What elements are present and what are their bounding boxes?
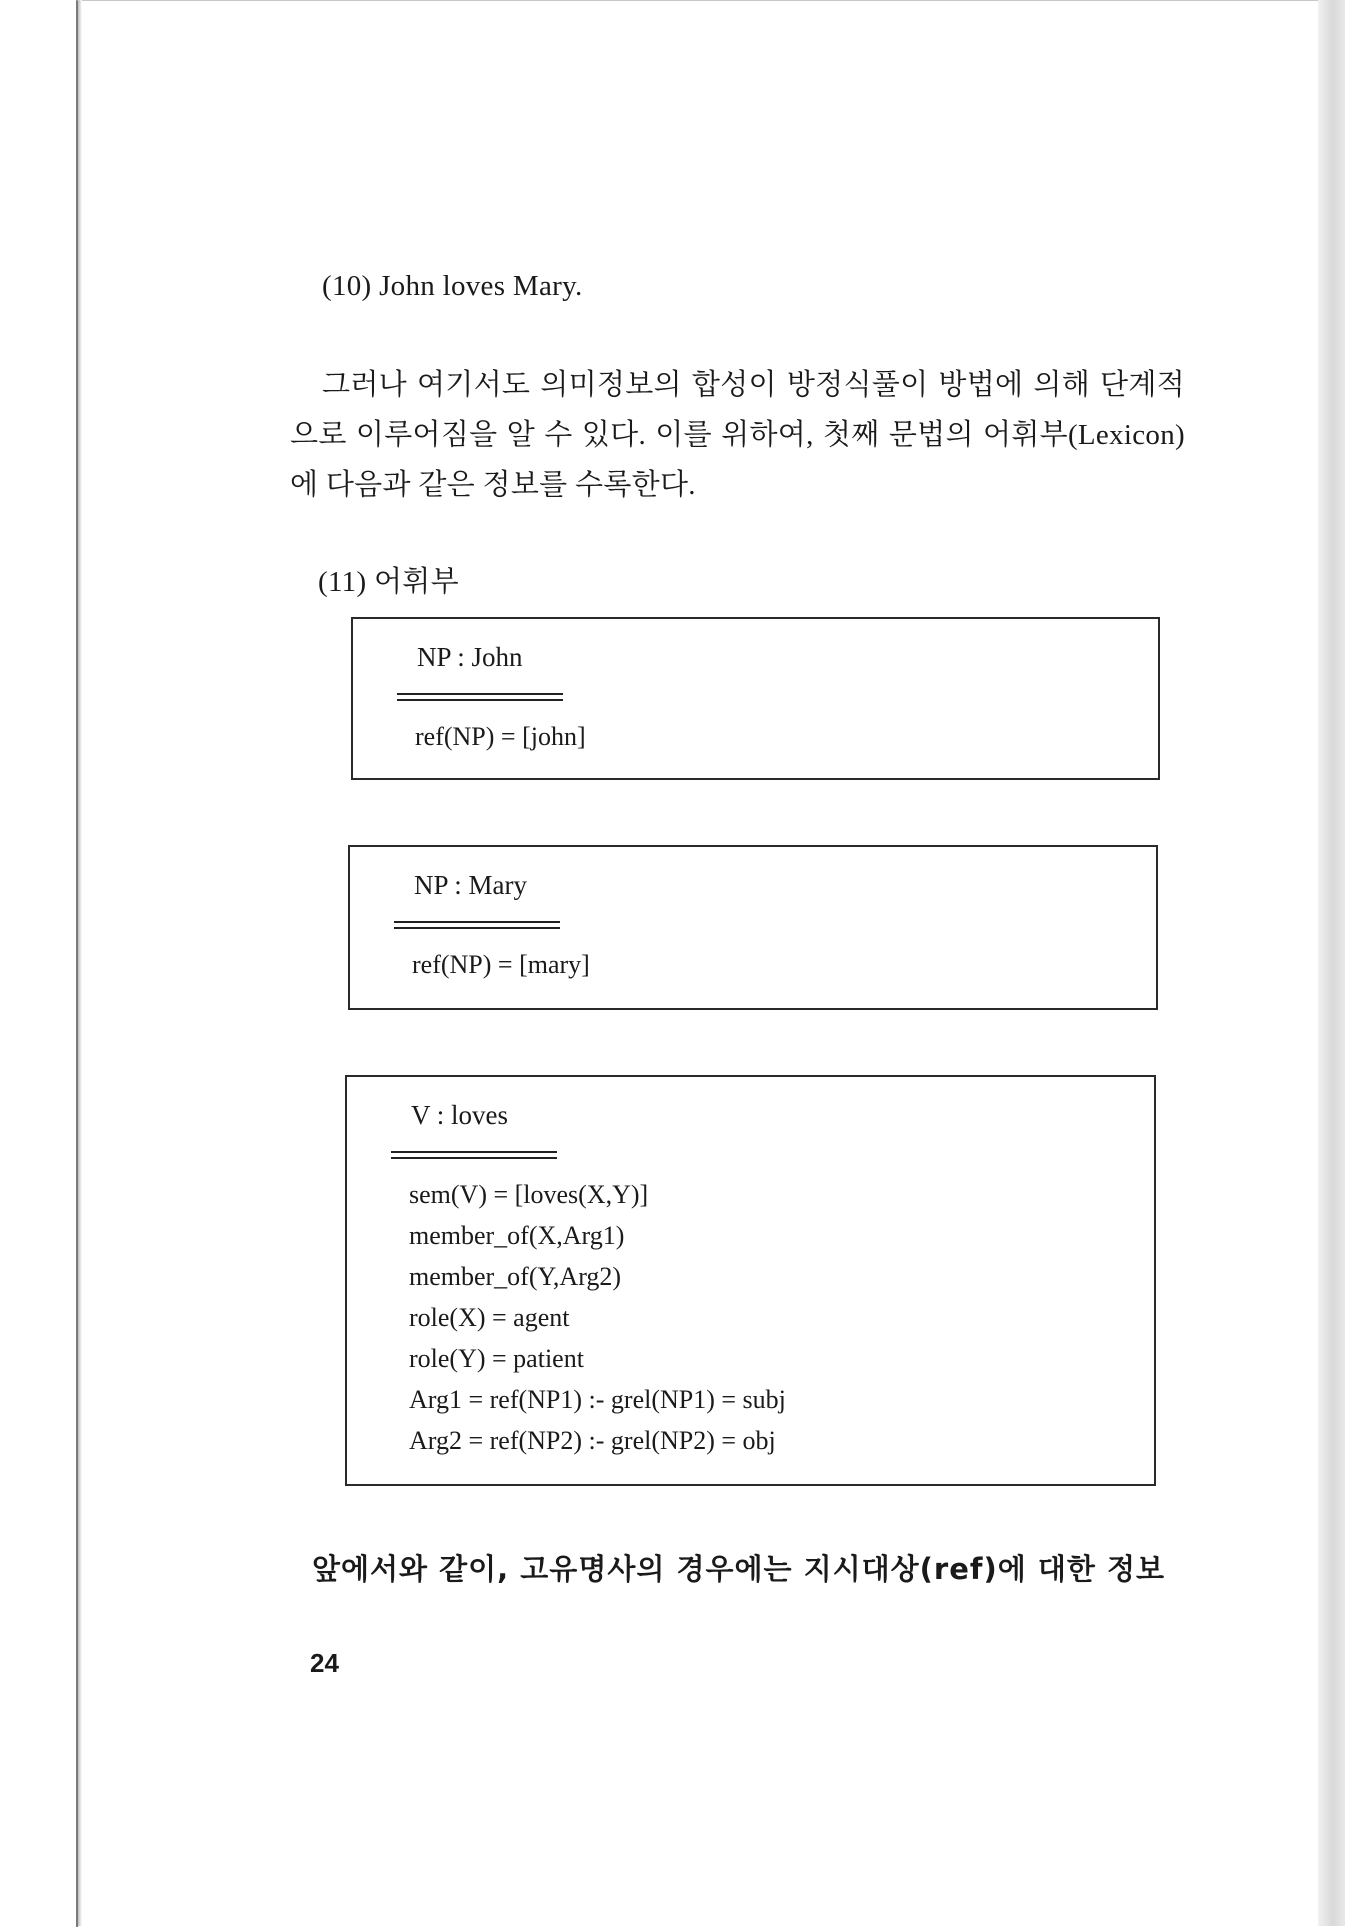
entry-line: role(X) = agent: [409, 1303, 570, 1332]
entry-head: NP : Mary: [414, 870, 527, 900]
double-rule: [397, 693, 563, 701]
entry-line: ref(NP) = [mary]: [412, 950, 590, 979]
page-left-edge: [78, 0, 82, 1926]
entry-line: ref(NP) = [john]: [415, 722, 586, 751]
lexicon-entry-john: [351, 617, 1160, 780]
entry-line: sem(V) = [loves(X,Y)]: [409, 1180, 649, 1209]
page-spine-shadow: [1318, 0, 1345, 1926]
page-number: 24: [310, 1648, 339, 1678]
example-11-heading: (11) 어휘부: [318, 566, 459, 598]
entry-line: member_of(Y,Arg2): [409, 1262, 622, 1291]
example-10-sentence: (10) John loves Mary.: [322, 270, 583, 302]
entry-line: member_of(X,Arg1): [409, 1221, 625, 1250]
entry-head: V : loves: [411, 1100, 509, 1130]
entry-head: NP : John: [417, 642, 523, 672]
body-paragraph: 그러나 여기서도 의미정보의 합성이 방정식풀이 방법에 의해 단계적으로 이루어짐을 알 수 있다. 이를 위하여, 첫째 문법의 어휘부(Lexicon)에 다음과 같은 정보를 수록한다.: [290, 369, 1185, 501]
lexicon-entry-loves: [345, 1075, 1156, 1486]
entry-line: role(Y) = patient: [409, 1344, 584, 1373]
double-rule: [391, 1151, 557, 1159]
entry-line: Arg1 = ref(NP1) :- grel(NP1) = subj: [409, 1385, 786, 1414]
closing-sentence: 앞에서와 같이, 고유명사의 경우에는 지시대상(ref)에 대한 정보: [312, 1552, 1166, 1586]
entry-line: Arg2 = ref(NP2) :- grel(NP2) = obj: [409, 1426, 776, 1455]
double-rule: [394, 921, 560, 929]
lexicon-entry-mary: [348, 845, 1158, 1010]
